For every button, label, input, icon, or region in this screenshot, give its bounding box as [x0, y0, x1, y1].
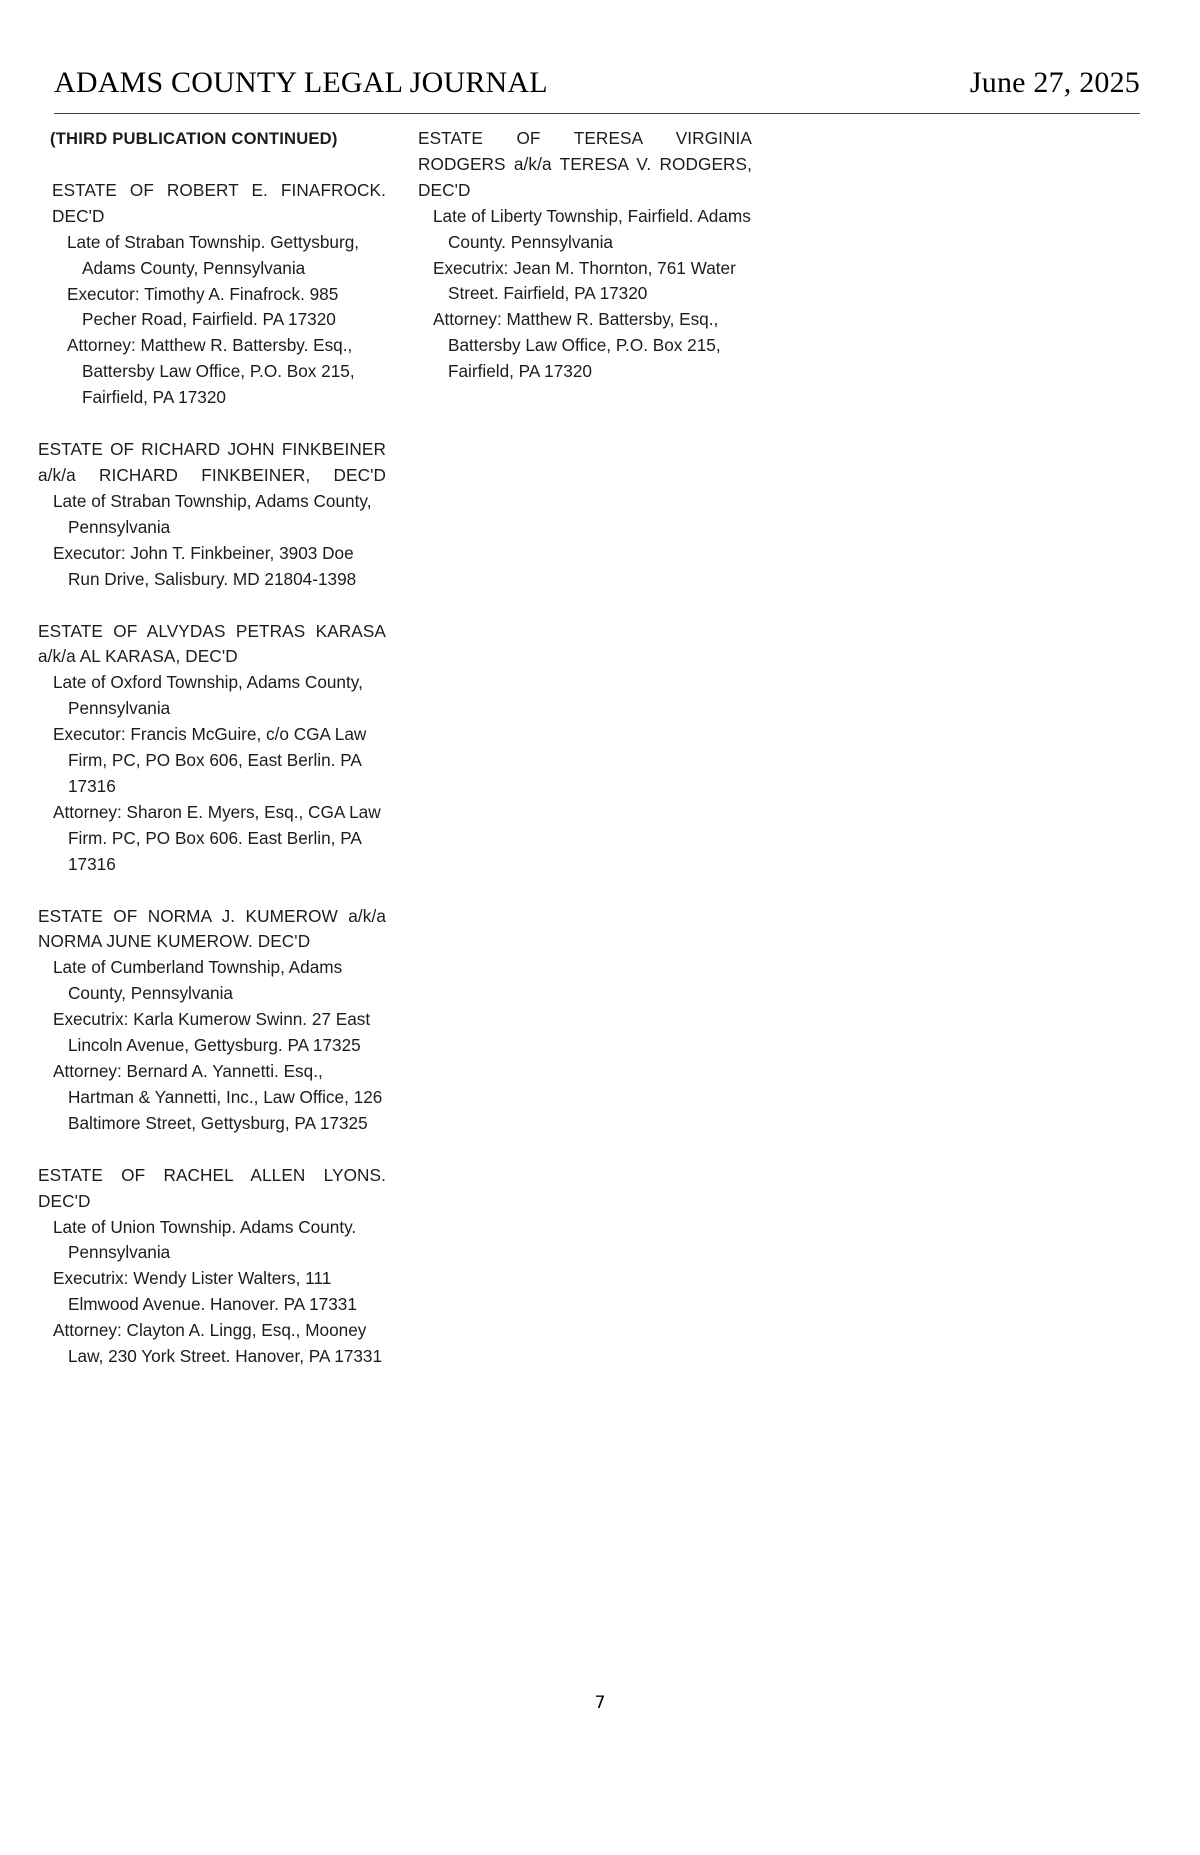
page-header [54, 66, 1140, 100]
estate-attorney: Attorney: Sharon E. Myers, Esq., CGA Law Firm. PC, PO Box 606. East Berlin, PA 17316 [53, 801, 381, 874]
estate-title: ESTATE OF TERESA VIRGINIA RODGERS a/k/a TERESA V. RODGERS, DEC'D [418, 128, 752, 200]
right-column [418, 126, 752, 411]
estate-attorney: Attorney: Clayton A. Lingg, Esq., Mooney Law, 230 York Street. Hanover, PA 17331 [53, 1320, 383, 1367]
estate-title: ESTATE OF ROBERT E. FINAFROCK. DEC'D [52, 179, 386, 226]
estate-attorney: Attorney: Bernard A. Yannetti. Esq., Hartman & Yannetti, Inc., Law Office, 126 Baltimore Street, Gettysburg, PA 17325 [53, 1061, 383, 1133]
left-column [38, 126, 386, 1396]
estate-attorney: Attorney: Matthew R. Battersby, Esq., Battersby Law Office, P.O. Box 215, Fairfield, PA 17320 [433, 309, 721, 382]
estate-residence: Late of Union Township. Adams County. Pennsylvania [53, 1216, 357, 1263]
estate-title: ESTATE OF NORMA J. KUMEROW a/k/a NORMA JUNE KUMEROW. DEC'D [38, 905, 386, 952]
estate-residence: Late of Oxford Township, Adams County, Pennsylvania [53, 672, 363, 719]
estate-executor: Executor: Francis McGuire, c/o CGA Law Firm, PC, PO Box 606, East Berlin. PA 17316 [53, 724, 367, 796]
estate-executor: Executor: Timothy A. Finafrock. 985 Pecher Road, Fairfield. PA 17320 [67, 283, 339, 330]
estate-executor: Executrix: Jean M. Thornton, 761 Water Street. Fairfield, PA 17320 [433, 257, 736, 304]
estate-title: ESTATE OF RACHEL ALLEN LYONS. DEC'D [38, 1164, 386, 1211]
estate-residence: Late of Cumberland Township, Adams County, Pennsylvania [53, 957, 343, 1004]
header-rule [54, 113, 1140, 114]
section-heading: (THIRD PUBLICATION CONTINUED) [50, 129, 338, 148]
section-spacer [38, 152, 386, 178]
estate-notice-kumerow [38, 904, 386, 1137]
estate-residence: Late of Straban Township. Gettysburg, Adams County, Pennsylvania [67, 231, 360, 278]
estate-executor: Executrix: Karla Kumerow Swinn. 27 East Lincoln Avenue, Gettysburg. PA 17325 [53, 1009, 371, 1056]
estate-notice-rodgers [418, 126, 752, 385]
estate-executor: Executrix: Wendy Lister Walters, 111 Elmwood Avenue. Hanover. PA 17331 [53, 1268, 357, 1315]
estate-residence: Late of Liberty Township, Fairfield. Adams County. Pennsylvania [433, 205, 751, 252]
estate-residence: Late of Straban Township, Adams County, Pennsylvania [53, 490, 372, 537]
estate-notice-lyons [38, 1163, 386, 1370]
page-number: 7 [594, 1693, 606, 1713]
estate-notice-finkbeiner [38, 437, 386, 592]
estate-title: ESTATE OF RICHARD JOHN FINKBEINER a/k/a RICHARD FINKBEINER, DEC'D [38, 439, 386, 485]
estate-notice-finafrock [52, 178, 386, 411]
estate-executor: Executor: John T. Finkbeiner, 3903 Doe Run Drive, Salisbury. MD 21804-1398 [53, 542, 357, 589]
publication-date: June 27, 2025 [969, 66, 1140, 99]
estate-title: ESTATE OF ALVYDAS PETRAS KARASA a/k/a AL KARASA, DEC'D [38, 620, 386, 667]
journal-title: ADAMS COUNTY LEGAL JOURNAL [54, 66, 548, 99]
estate-attorney: Attorney: Matthew R. Battersby. Esq., Battersby Law Office, P.O. Box 215, Fairfield, PA 17320 [67, 335, 355, 408]
estate-notice-karasa [38, 619, 386, 878]
